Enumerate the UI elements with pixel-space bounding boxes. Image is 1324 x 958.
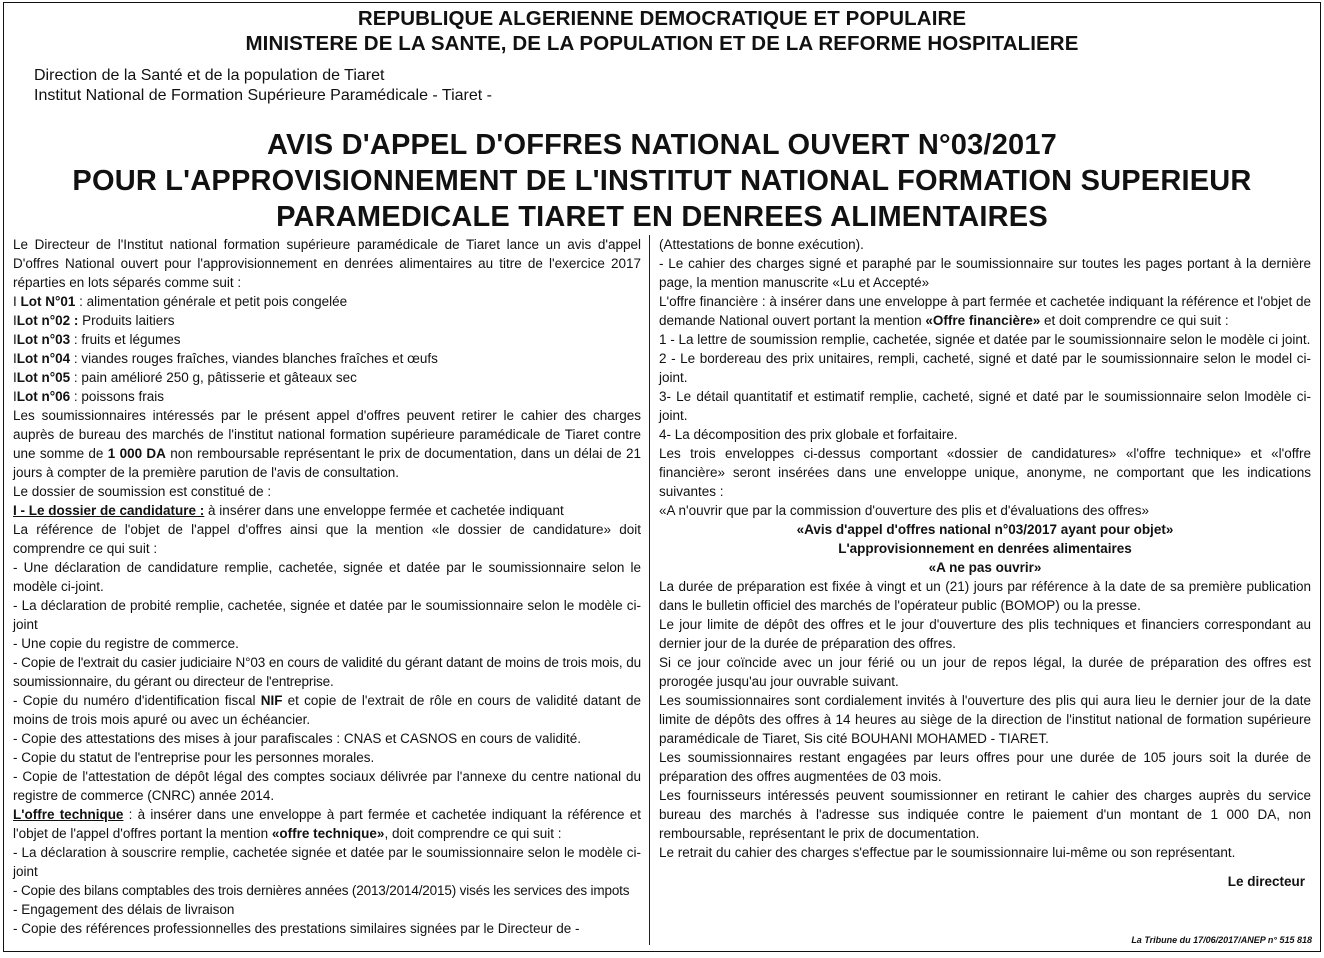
intro-paragraph: Le Directeur de l'Institut national formation supérieure paramédicale de Tiaret lance un avis d'appel D'offres National ouvert pour l'approvisionnement en denrées alimentaires au titre de l'exercice 2017 réparties en lots séparés comme suit : xyxy=(13,237,641,290)
body-columns xyxy=(13,235,1311,945)
lot-text: Produits laitiers xyxy=(78,313,175,328)
paragraph: «A n'ouvrir que par la commission d'ouverture des plis et d'évaluations des offres» xyxy=(659,503,1150,518)
technical-offer-heading xyxy=(13,805,641,843)
left-column xyxy=(13,235,650,945)
tender-notice xyxy=(3,2,1321,952)
header xyxy=(4,3,1320,56)
paragraph: La durée de préparation est fixée à vingt et un (21) jours par référence à la date de sa première publication dans le bulletin officiel des marchés de l'opérateur public (BOMOP) ou la presse. xyxy=(659,579,1311,613)
lot-item: I Lot N°01 : alimentation générale et petit pois congelée xyxy=(13,294,348,309)
lot-item: ILot n°03 : fruits et légumes xyxy=(13,332,181,347)
paragraph: Les fournisseurs intéressés peuvent soumissionner en retirant le cahier des charges auprès du service bureau des marchés à l'adresse sus indiquée contre le paiement d'un montant de 1 000 DA, non remboursable, représentant le prix de documentation. xyxy=(659,788,1311,841)
right-column xyxy=(650,235,1311,945)
technical-offer-text: : à insérer dans une enveloppe à part fermée et cachetée indiquant la référence et l'objet de l'appel d'offres portant la mention xyxy=(13,807,641,841)
lot-label: Lot n°02 : xyxy=(16,313,79,328)
financial-offer-mention: «Offre financière» xyxy=(925,313,1041,328)
paragraph: Les soumissionnaires sont cordialement invités à l'ouverture des plis qui aura lieu le dernier jour de la date limite de dépôts des offres à 14 heures au siège de la direction de l'institut national de formation supérieure paramédicale de Tiaret, Sis cité BOUHANI MOHAMED - TIARET. xyxy=(659,693,1311,746)
list-item: - Copie des bilans comptables des trois dernières années (2013/2014/2015) visés les services des impots xyxy=(13,883,630,898)
notice-title xyxy=(4,127,1320,235)
list-item: - Engagement des délais de livraison xyxy=(13,902,235,917)
lot-item: ILot n°04 : viandes rouges fraîches, viandes blanches fraîches et œufs xyxy=(13,351,438,366)
list-item: - Copie des attestations des mises à jour parafiscales : CNAS et CASNOS en cours de validité. xyxy=(13,731,582,746)
republic-line: REPUBLIQUE ALGERIENNE DEMOCRATIQUE ET POPULAIRE xyxy=(357,7,967,30)
withdrawal-paragraph xyxy=(13,406,641,482)
dossier-intro: Le dossier de soumission est constitué de : xyxy=(13,484,272,499)
list-item: - Une déclaration de candidature remplie, cachetée, signée et datée par le soumissionnaire selon le modèle ci-joint. xyxy=(13,560,641,594)
publication-footer: La Tribune du 17/06/2017/ANEP n° 515 818 xyxy=(1131,935,1312,945)
lot-text: : fruits et légumes xyxy=(70,332,181,347)
list-item: - Une copie du registre de commerce. xyxy=(13,636,239,651)
paragraph: (Attestations de bonne exécution). xyxy=(659,237,864,252)
paragraph: Le jour limite de dépôt des offres et le jour d'ouverture des plis techniques et financiers correspondant au dernier jour de la durée de préparation des offres. xyxy=(659,617,1311,651)
title-line-2: POUR L'APPROVISIONNEMENT DE L'INSTITUT NATIONAL FORMATION SUPERIEUR xyxy=(72,165,1252,197)
list-item: - Copie du statut de l'entreprise pour les personnes morales. xyxy=(13,750,375,765)
list-item: 1 - La lettre de soumission remplie, cachetée, signée et datée par le soumissionnaire selon le modèle ci joint. xyxy=(659,332,1311,347)
financial-offer-paragraph xyxy=(659,292,1311,330)
candidature-text: à insérer dans une enveloppe fermée et cachetée indiquant xyxy=(204,503,564,518)
paragraph: Le retrait du cahier des charges s'effectue par le soumissionnaire lui-même ou son représentant. xyxy=(659,845,1236,860)
lot-item: ILot n°06 : poissons frais xyxy=(13,389,164,404)
issuer-block xyxy=(34,66,1320,106)
list-item: 3- Le détail quantitatif et estimatif remplie, cacheté, signé et daté par le soumissionnaire selon lmodèle ci-joint. xyxy=(659,389,1311,423)
document-price: 1 000 DA xyxy=(107,446,166,461)
envelope-mention: «Avis d'appel d'offres national n°03/2017 ayant pour objet» xyxy=(796,522,1174,537)
lot-label: Lot n°03 xyxy=(16,332,71,347)
list-item: - Copie de l'attestation de dépôt légal des comptes sociaux délivrée par l'annexe du centre national du registre de commerce (CNRC) année 2014. xyxy=(13,769,641,803)
technical-offer-mention: «offre technique» xyxy=(271,826,385,841)
list-item: 2 - Le bordereau des prix unitaires, rempli, cacheté, signé et daté par le soumissionnaire selon le model ci-joint. xyxy=(659,351,1311,385)
lot-label: Lot n°04 xyxy=(16,351,71,366)
technical-offer-text-end: , doit comprendre ce qui suit : xyxy=(384,826,562,841)
nif-label: NIF xyxy=(260,693,283,708)
nif-text-end: et copie de l'extrait de rôle en cours de validité datant de moins de trois mois apuré ou avec un échéancier. xyxy=(13,693,641,727)
envelope-object: L'approvisionnement en denrées alimentaires xyxy=(838,541,1132,556)
paragraph: Les soumissionnaires restant engagées par leurs offres pour une durée de 105 jours soit la durée de préparation des offres augmentées de 03 mois. xyxy=(659,750,1311,784)
lot-text: : poissons frais xyxy=(70,389,164,404)
candidature-reference: La référence de l'objet de l'appel d'offres ainsi que la mention «le dossier de candidature» doit comprendre ce qui suit : xyxy=(13,522,641,556)
lot-text: : viandes rouges fraîches, viandes blanches fraîches et œufs xyxy=(70,351,438,366)
candidature-label: I - Le dossier de candidature : xyxy=(13,503,205,518)
list-item: 4- La décomposition des prix globale et forfaitaire. xyxy=(659,427,958,442)
nif-text: - Copie du numéro d'identification fiscal xyxy=(13,693,261,708)
withdrawal-text: Les soumissionnaires intéressés par le présent appel d'offres peuvent retirer le cahier des charges auprès de bureau des marchés de l'institut national formation supérieure paramédicale de Tiaret contre une somme de xyxy=(13,408,641,461)
list-item: - Copie de l'extrait du casier judiciaire N°03 en cours de validité du gérant datant de moins de trois mois, du soumissionnaire, du gérant ou directeur de l'entreprise. xyxy=(13,655,641,689)
technical-offer-label: L'offre technique xyxy=(13,807,124,822)
financial-offer-text-end: et doit comprendre ce qui suit : xyxy=(1040,313,1229,328)
title-line-1: AVIS D'APPEL D'OFFRES NATIONAL OUVERT N°03/2017 xyxy=(266,129,1058,161)
signature: Le directeur xyxy=(1227,874,1305,889)
institut-line: Institut National de Formation Supérieure Paramédicale - Tiaret - xyxy=(34,87,492,104)
nif-item xyxy=(13,691,641,729)
candidature-heading xyxy=(13,501,641,520)
paragraph: Si ce jour coïncide avec un jour férié ou un jour de repos légal, la durée de préparation des offres est prorogée jusqu'au jour ouvrable suivant. xyxy=(659,655,1311,689)
lot-label: Lot n°06 xyxy=(16,389,71,404)
direction-line: Direction de la Santé et de la population de Tiaret xyxy=(34,67,385,84)
do-not-open: «A ne pas ouvrir» xyxy=(928,560,1042,575)
lot-text: : pain amélioré 250 g, pâtisserie et gâteaux sec xyxy=(70,370,357,385)
list-item: - Copie des références professionnelles des prestations similaires signées par le Directeur de - xyxy=(13,921,580,936)
list-item: - La déclaration à souscrire remplie, cachetée signée et datée par le soumissionnaire selon le modèle ci-joint xyxy=(13,845,641,879)
lot-item: ILot n°02 : Produits laitiers xyxy=(13,313,175,328)
lot-label: Lot N°01 xyxy=(20,294,76,309)
lot-label: Lot n°05 xyxy=(16,370,71,385)
list-item: - La déclaration de probité remplie, cachetée, signée et datée par le soumissionnaire selon le modèle ci-joint xyxy=(13,598,641,632)
ministry-line: MINISTERE DE LA SANTE, DE LA POPULATION ET DE LA REFORME HOSPITALIERE xyxy=(245,32,1079,55)
withdrawal-text-end: non remboursable représentant le prix de documentation, dans un délai de 21 jours à compter de la première parution de l'avis de consultation. xyxy=(13,446,641,480)
financial-offer-text: L'offre financière : à insérer dans une enveloppe à part fermée et cachetée indiquant la référence et l'objet de demande National ouvert portant la mention xyxy=(659,294,1311,328)
lot-item: ILot n°05 : pain amélioré 250 g, pâtisserie et gâteaux sec xyxy=(13,370,357,385)
lot-text: : alimentation générale et petit pois congelée xyxy=(75,294,348,309)
paragraph: - Le cahier des charges signé et paraphé par le soumissionnaire sur toutes les pages portant à la dernière page, la mention manuscrite «Lu et Accepté» xyxy=(659,256,1311,290)
title-line-3: PARAMEDICALE TIARET EN DENREES ALIMENTAIRES xyxy=(276,201,1048,233)
paragraph: Les trois enveloppes ci-dessus comportant «dossier de candidatures» «l'offre technique» et «l'offre financière» seront insérées dans une enveloppe unique, anonyme, ne comportant que les indications suivantes : xyxy=(659,446,1311,499)
